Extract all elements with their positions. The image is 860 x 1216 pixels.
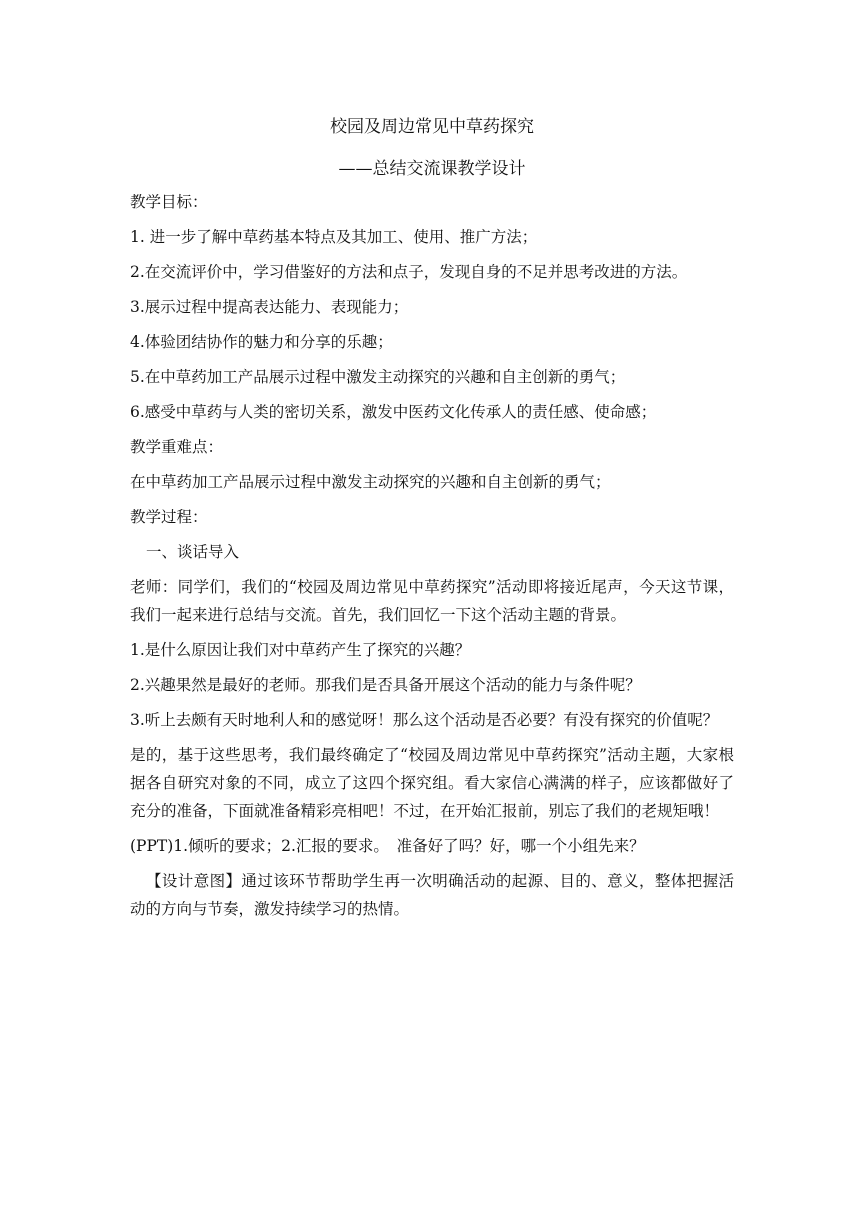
objective-item-2: 2.在交流评价中，学习借鉴好的方法和点子，发现自身的不足并思考改进的方法。 (130, 263, 688, 281)
teacher-intro-paragraph: 老师：同学们，我们的“校园及周边常见中草药探究”活动即将接近尾声，今天这节课，我们一起来进行总结与交流。首先，我们回忆一下这个活动主题的背景。 (130, 578, 734, 624)
document-subtitle: ——总结交流课教学设计 (338, 159, 526, 179)
objective-item-3: 3.展示过程中提高表达能力、表现能力； (130, 298, 409, 316)
question-1: 1.是什么原因让我们对中草药产生了探究的兴趣？ (130, 641, 471, 659)
section-heading-process: 教学过程： (130, 508, 208, 526)
question-2: 2.兴趣果然是最好的老师。那我们是否具备开展这个活动的能力与条件呢？ (130, 676, 641, 694)
summary-paragraph: 是的，基于这些思考，我们最终确定了“校园及周边常见中草药探究”活动主题，大家根据各自研究对象的不同，成立了这四个探究组。看大家信心满满的样子，应该都做好了充分的准备，下面就准备精彩亮相吧！不过，在开始汇报前，别忘了我们的老规矩哦！ (130, 746, 734, 820)
document-title: 校园及周边常见中草药探究 (330, 117, 534, 137)
document-body (130, 112, 734, 930)
ppt-requirements: (PPT)1.倾听的要求；2.汇报的要求。 准备好了吗？好，哪一个小组先来？ (130, 837, 645, 855)
objective-item-1: 1. 进一步了解中草药基本特点及其加工、使用、推广方法； (130, 228, 538, 246)
section-heading-objectives: 教学目标： (130, 193, 208, 211)
section-heading-key-points: 教学重难点： (130, 438, 224, 456)
question-3: 3.听上去颇有天时地利人和的感觉呀！那么这个活动是否必要？有没有探究的价值呢？ (130, 711, 719, 729)
design-intent-paragraph: 【设计意图】通过该环节帮助学生再一次明确活动的起源、目的、意义，整体把握活动的方向与节奏，激发持续学习的热情。 (130, 872, 734, 918)
objective-item-4: 4.体验团结协作的魅力和分享的乐趣； (130, 333, 393, 351)
objective-item-6: 6.感受中草药与人类的密切关系，激发中医药文化传承人的责任感、使命感； (130, 403, 657, 421)
process-step-heading: 一、谈话导入 (146, 543, 240, 561)
objective-item-5: 5.在中草药加工产品展示过程中激发主动探究的兴趣和自主创新的勇气； (130, 368, 626, 386)
key-points-text: 在中草药加工产品展示过程中激发主动探究的兴趣和自主创新的勇气； (130, 473, 611, 491)
